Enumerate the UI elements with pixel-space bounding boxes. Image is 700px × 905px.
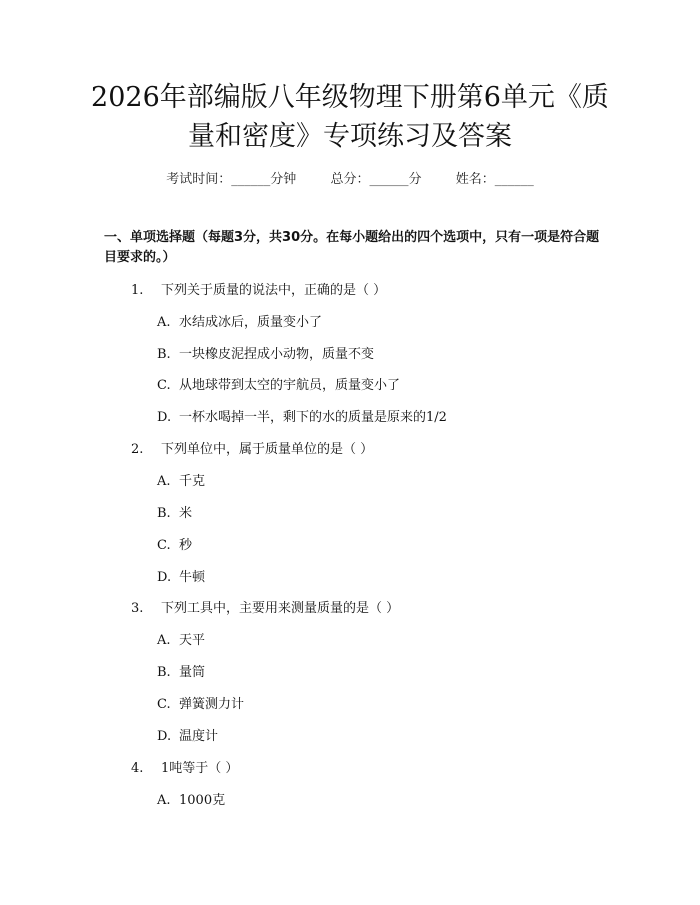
option-3a [157, 633, 205, 649]
option-letter: D. [157, 410, 172, 425]
option-letter: C. [157, 378, 171, 393]
section-heading: 一、单项选择题（每题3分，共30分。在每小题给出的四个选项中，只有一项是符合题目要求的。） [104, 230, 600, 265]
option-text: 量筒 [179, 665, 206, 680]
option-text: 千克 [179, 474, 206, 489]
question-number: 2. [131, 442, 144, 457]
option-letter: A. [157, 315, 171, 330]
option-4a [157, 793, 225, 809]
question-1 [131, 283, 386, 299]
option-letter: C. [157, 697, 171, 712]
exam-time: 考试时间：______分钟 [166, 172, 297, 187]
option-letter: B. [157, 665, 171, 680]
question-number: 4. [131, 761, 144, 776]
option-letter: C. [157, 538, 171, 553]
option-3c [157, 697, 244, 713]
option-text: 1000克 [179, 793, 226, 808]
option-letter: B. [157, 506, 171, 521]
option-2d [157, 570, 205, 586]
option-2c [157, 538, 192, 554]
option-letter: A. [157, 793, 171, 808]
option-3b [157, 665, 205, 681]
option-1b [157, 347, 374, 363]
option-text: 一杯水喝掉一半，剩下的水的质量是原来的1/2 [179, 410, 447, 425]
question-text: 下列单位中，属于质量单位的是（ ） [161, 442, 374, 457]
option-letter: A. [157, 633, 171, 648]
exam-total-score: 总分：______分 [330, 172, 422, 187]
question-number: 1. [131, 283, 144, 298]
option-2b [157, 506, 192, 522]
option-letter: D. [157, 729, 172, 744]
question-3 [131, 601, 399, 617]
option-text: 米 [179, 506, 193, 521]
option-text: 牛顿 [179, 570, 206, 585]
option-1a [157, 315, 322, 331]
option-text: 弹簧测力计 [179, 697, 245, 712]
option-1c [157, 378, 400, 394]
option-letter: D. [157, 570, 172, 585]
option-3d [157, 729, 218, 745]
option-text: 从地球带到太空的宇航员，质量变小了 [179, 378, 401, 393]
option-1d [157, 410, 447, 426]
document-title: 2026年部编版八年级物理下册第6单元《质量和密度》专项练习及答案 [91, 82, 609, 152]
option-2a [157, 474, 205, 490]
option-text: 一块橡皮泥捏成小动物，质量不变 [179, 347, 375, 362]
question-text: 下列关于质量的说法中，正确的是（ ） [161, 283, 387, 298]
question-text: 1吨等于（ ） [161, 761, 239, 776]
question-4 [131, 761, 238, 777]
option-text: 水结成冰后，质量变小了 [179, 315, 323, 330]
option-letter: B. [157, 347, 171, 362]
question-text: 下列工具中，主要用来测量质量的是（ ） [161, 601, 400, 616]
option-text: 天平 [179, 633, 206, 648]
exam-meta [0, 168, 700, 187]
question-2 [131, 442, 373, 458]
option-text: 秒 [179, 538, 193, 553]
student-name: 姓名：______ [455, 172, 534, 187]
option-text: 温度计 [179, 729, 219, 744]
option-letter: A. [157, 474, 171, 489]
question-number: 3. [131, 601, 144, 616]
